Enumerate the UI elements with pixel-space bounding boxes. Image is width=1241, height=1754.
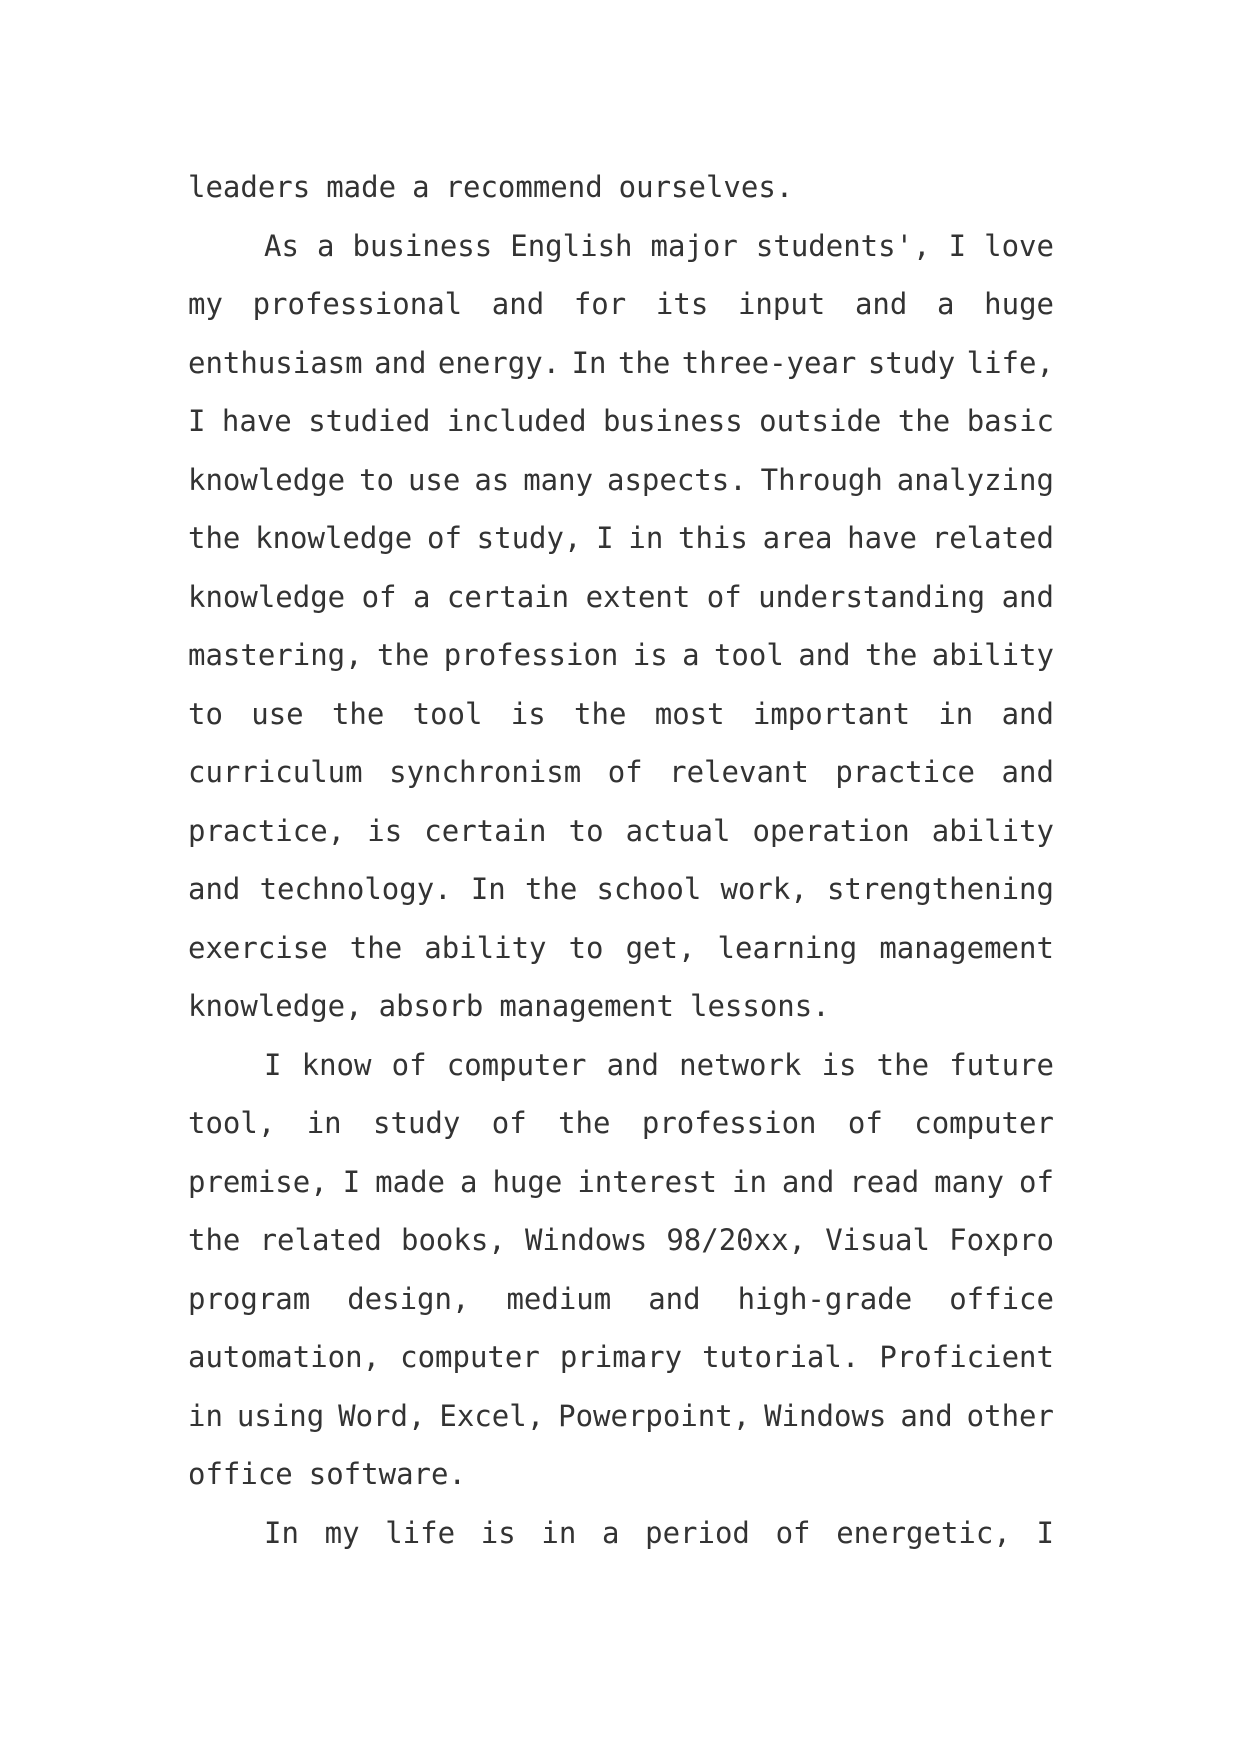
word: ability <box>931 638 1054 672</box>
word: in <box>628 521 664 555</box>
word: business <box>352 228 493 263</box>
word: software. <box>308 1457 466 1491</box>
word: important <box>752 696 911 731</box>
word: related <box>931 521 1054 555</box>
text-line <box>188 626 1054 685</box>
word: of <box>491 1106 527 1140</box>
word: Windows <box>764 1398 887 1433</box>
word: included <box>446 404 587 438</box>
word: study <box>867 345 956 380</box>
text-line <box>188 1387 1054 1446</box>
word: relevant <box>669 755 809 789</box>
word: my <box>324 1515 360 1550</box>
word: strengthening <box>826 872 1054 906</box>
text-line <box>188 919 1054 978</box>
word: absorb <box>378 989 484 1023</box>
text-line <box>188 1445 1054 1504</box>
word: input <box>737 287 826 321</box>
word: extent <box>585 579 691 614</box>
word: its <box>655 287 709 321</box>
text-line <box>188 158 1054 217</box>
word: knowledge <box>188 462 346 497</box>
word: the <box>188 1223 241 1257</box>
word: I <box>342 1164 361 1199</box>
word: lessons. <box>689 989 830 1023</box>
word: the <box>524 872 578 906</box>
word: primary <box>559 1340 683 1374</box>
word: computer <box>400 1340 540 1374</box>
word: three-year <box>681 345 857 380</box>
word: the <box>897 404 951 438</box>
word: is <box>510 696 546 731</box>
word: understanding <box>758 579 986 614</box>
text-line <box>188 1504 1054 1563</box>
word: knowledge <box>255 521 413 555</box>
word: learning <box>717 930 858 965</box>
word: and <box>781 1164 835 1199</box>
text-line <box>188 1153 1054 1212</box>
text-line <box>188 802 1054 861</box>
word: is <box>632 638 668 672</box>
text-line <box>188 275 1054 334</box>
word: many <box>934 1164 1004 1199</box>
word: actual <box>625 813 731 848</box>
word: most <box>654 696 725 731</box>
word: using <box>236 1398 325 1433</box>
word: have <box>221 404 292 438</box>
word: and <box>374 345 427 380</box>
word: I <box>264 1047 282 1082</box>
word: Proficient <box>879 1340 1054 1374</box>
word: period <box>645 1515 750 1550</box>
word: Powerpoint, <box>558 1398 751 1433</box>
word: I <box>596 521 614 555</box>
word: and <box>900 1398 953 1433</box>
text-line <box>188 451 1054 510</box>
word: is <box>480 1515 516 1550</box>
word: and <box>606 1047 659 1082</box>
text-line <box>188 1211 1054 1270</box>
word: I <box>1036 1515 1054 1550</box>
text-line <box>188 568 1054 627</box>
text-line <box>188 334 1054 393</box>
word: office <box>949 1281 1054 1316</box>
word: in <box>938 696 974 731</box>
word: curriculum <box>188 755 363 789</box>
word: energy. <box>437 345 561 380</box>
word: a <box>682 638 700 672</box>
word: of <box>607 755 643 789</box>
word: tutorial. <box>702 1340 860 1374</box>
word: studied <box>308 404 431 438</box>
word: As <box>264 228 299 263</box>
word: knowledge <box>188 579 346 614</box>
word: is <box>367 813 403 848</box>
word: to <box>568 813 604 848</box>
text-line <box>188 1036 1054 1095</box>
word: management <box>499 989 674 1023</box>
text-line <box>188 977 1054 1036</box>
word: and <box>854 287 908 321</box>
word: and <box>648 1281 701 1316</box>
word: books, <box>400 1223 506 1257</box>
text-line <box>188 1094 1054 1153</box>
word: medium <box>506 1281 612 1316</box>
word: program <box>188 1281 311 1316</box>
word: is <box>821 1047 857 1082</box>
word: of <box>706 579 742 614</box>
text-line <box>188 860 1054 919</box>
word: of <box>775 1515 811 1550</box>
word: students', <box>755 228 931 263</box>
word: school <box>596 872 702 906</box>
word: business <box>603 404 743 438</box>
word: a <box>937 287 955 321</box>
word: Through <box>760 462 883 497</box>
word: and <box>1001 579 1054 614</box>
word: study <box>373 1106 461 1140</box>
text-line <box>188 743 1054 802</box>
word: a <box>412 170 430 204</box>
word: network <box>679 1047 802 1082</box>
text-line <box>188 685 1054 744</box>
word: read <box>849 1164 920 1199</box>
word: use <box>251 696 304 731</box>
word: related <box>259 1223 382 1257</box>
word: Visual <box>825 1223 930 1257</box>
word: I <box>188 404 206 438</box>
word: computer <box>914 1106 1054 1140</box>
word: life <box>385 1515 456 1550</box>
word: certain <box>424 813 547 848</box>
word: this <box>678 521 748 555</box>
word: certain <box>446 579 570 614</box>
word: made <box>375 1164 445 1199</box>
word: enthusiasm <box>188 345 363 380</box>
word: synchronism <box>389 755 582 789</box>
word: huge <box>492 1164 563 1199</box>
word: get, <box>625 930 696 965</box>
word: a <box>412 579 431 614</box>
word: the <box>617 345 671 380</box>
text-line <box>188 509 1054 568</box>
word: a <box>316 228 335 263</box>
text-line <box>188 217 1054 276</box>
word: profession <box>443 638 619 672</box>
word: operation <box>752 813 910 848</box>
word: in <box>188 1398 223 1433</box>
word: ability <box>931 813 1054 848</box>
word: recommend <box>445 170 603 204</box>
word: leaders <box>188 170 311 204</box>
word: management <box>879 930 1054 965</box>
word: love <box>984 228 1054 263</box>
word: profession <box>641 1106 817 1140</box>
word: tool, <box>188 1106 276 1140</box>
word: Windows <box>524 1223 648 1257</box>
word: work, <box>720 872 808 906</box>
word: know <box>301 1047 372 1082</box>
word: made <box>326 170 397 204</box>
word: to <box>568 930 604 965</box>
word: in <box>306 1106 342 1140</box>
word: In <box>470 872 506 906</box>
word: of <box>1019 1164 1054 1199</box>
word: the <box>876 1047 930 1082</box>
word: Excel, <box>439 1398 545 1433</box>
word: to <box>188 696 223 731</box>
word: Foxpro <box>949 1223 1054 1257</box>
word: energetic, <box>836 1515 1011 1550</box>
word: and <box>491 287 545 321</box>
word: my <box>188 287 223 321</box>
word: the <box>349 930 403 965</box>
word: future <box>949 1047 1054 1082</box>
word: outside <box>759 404 882 438</box>
word: ourselves. <box>618 170 794 204</box>
word: basic <box>966 404 1054 438</box>
word: major <box>650 228 738 263</box>
word: practice <box>835 755 976 789</box>
word: in <box>732 1164 767 1199</box>
text-line <box>188 392 1054 451</box>
word: the <box>188 521 241 555</box>
word: study, <box>476 521 582 555</box>
word: life, <box>966 345 1054 380</box>
word: English <box>510 228 633 263</box>
word: as <box>474 462 510 497</box>
word: a <box>460 1164 478 1199</box>
word: huge <box>984 287 1054 321</box>
word: the <box>574 696 627 731</box>
text-line <box>188 1328 1054 1387</box>
word: and <box>1001 696 1054 731</box>
word: of <box>391 1047 427 1082</box>
word: I <box>948 228 967 263</box>
word: use <box>407 462 461 497</box>
word: area <box>762 521 833 555</box>
word: computer <box>446 1047 587 1082</box>
word: professional <box>252 287 463 321</box>
word: In <box>264 1515 299 1550</box>
word: a <box>601 1515 620 1550</box>
word: In <box>571 345 607 380</box>
word: and <box>798 638 851 672</box>
word: for <box>573 287 627 321</box>
word: knowledge, <box>188 989 363 1023</box>
word: to <box>359 462 395 497</box>
word: the <box>331 696 385 731</box>
word: practice, <box>188 813 346 848</box>
word: analyzing <box>896 462 1054 497</box>
word: premise, <box>188 1164 328 1199</box>
word: other <box>966 1398 1054 1433</box>
word: office <box>188 1457 293 1491</box>
word: the <box>377 638 430 672</box>
body-text <box>188 158 1054 1562</box>
word: technology. <box>259 872 452 906</box>
word: design, <box>347 1281 470 1316</box>
word: tool <box>412 696 483 731</box>
word: Word, <box>338 1398 426 1433</box>
word: of <box>427 521 462 555</box>
word: interest <box>577 1164 717 1199</box>
word: have <box>847 521 918 555</box>
word: aspects. <box>606 462 747 497</box>
word: ability <box>424 930 547 965</box>
word: the <box>558 1106 611 1140</box>
word: exercise <box>188 930 328 965</box>
word: automation, <box>188 1340 381 1374</box>
text-line <box>188 1270 1054 1329</box>
word: 98/20xx, <box>666 1223 807 1257</box>
word: of <box>847 1106 883 1140</box>
word: of <box>361 579 397 614</box>
word: high-grade <box>737 1281 913 1316</box>
word: and <box>1001 755 1054 789</box>
word: in <box>541 1515 577 1550</box>
word: tool <box>713 638 784 672</box>
word: mastering, <box>188 638 363 672</box>
word: many <box>523 462 594 497</box>
word: and <box>188 872 241 906</box>
word: the <box>864 638 918 672</box>
